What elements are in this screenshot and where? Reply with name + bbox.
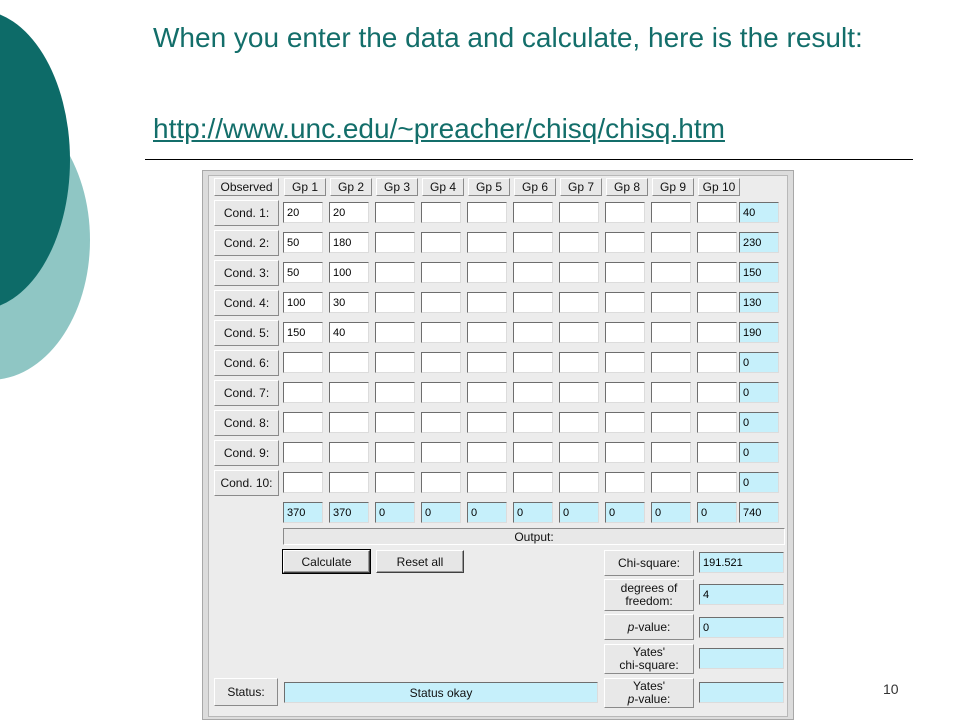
p-value-label-italic: p: [627, 619, 635, 634]
yates-p-label-line1: Yates': [632, 679, 666, 693]
column-total-9[interactable]: 0: [651, 502, 691, 523]
observed-cell[interactable]: [651, 202, 691, 223]
condition-label-8: Cond. 8:: [214, 410, 279, 436]
observed-cell[interactable]: [651, 232, 691, 253]
observed-cell[interactable]: [283, 352, 323, 373]
observed-cell[interactable]: [605, 292, 645, 313]
observed-cell[interactable]: [651, 382, 691, 403]
observed-cell[interactable]: [697, 232, 737, 253]
observed-cell[interactable]: [651, 442, 691, 463]
condition-label-7: Cond. 7:: [214, 380, 279, 406]
observed-cell[interactable]: [467, 472, 507, 493]
observed-cell[interactable]: [651, 322, 691, 343]
condition-label-5: Cond. 5:: [214, 320, 279, 346]
chi-square-field[interactable]: 191.521: [699, 552, 784, 573]
row-total-1[interactable]: 40: [739, 202, 779, 223]
yates-chi-square-label: [604, 644, 694, 674]
df-label: [604, 579, 694, 611]
condition-label-3: Cond. 3:: [214, 260, 279, 286]
row-total-6[interactable]: 0: [739, 352, 779, 373]
observed-cell[interactable]: [467, 292, 507, 313]
yates-chi-label-line2: chi-square:: [619, 658, 679, 672]
observed-cell[interactable]: [697, 412, 737, 433]
observed-cell[interactable]: [513, 232, 553, 253]
observed-cell[interactable]: 100: [283, 292, 323, 313]
p-value-label: [604, 614, 694, 640]
observed-cell[interactable]: [467, 262, 507, 283]
observed-cell[interactable]: [375, 412, 415, 433]
observed-cell[interactable]: [375, 232, 415, 253]
observed-cell[interactable]: [467, 352, 507, 373]
observed-cell[interactable]: [513, 352, 553, 373]
observed-cell[interactable]: [697, 382, 737, 403]
observed-cell[interactable]: [697, 262, 737, 283]
observed-cell[interactable]: [651, 352, 691, 373]
observed-cell[interactable]: [375, 442, 415, 463]
observed-cell[interactable]: [283, 382, 323, 403]
row-total-10[interactable]: 0: [739, 472, 779, 493]
group-header-2: Gp 2: [330, 178, 372, 196]
column-total-3[interactable]: 0: [375, 502, 415, 523]
chi-square-label: Chi-square:: [604, 550, 694, 576]
observed-cell[interactable]: [559, 262, 599, 283]
observed-cell[interactable]: [329, 442, 369, 463]
observed-cell[interactable]: [421, 262, 461, 283]
observed-cell[interactable]: [605, 472, 645, 493]
observed-cell[interactable]: [605, 382, 645, 403]
column-total-6[interactable]: 0: [513, 502, 553, 523]
observed-cell[interactable]: 40: [329, 322, 369, 343]
calculator-frame: [208, 175, 788, 717]
row-total-3[interactable]: 150: [739, 262, 779, 283]
group-header-4: Gp 4: [422, 178, 464, 196]
condition-label-10: Cond. 10:: [214, 470, 279, 496]
observed-cell[interactable]: [421, 352, 461, 373]
reset-all-button[interactable]: Reset all: [376, 550, 464, 573]
observed-cell[interactable]: [421, 202, 461, 223]
observed-cell[interactable]: [513, 202, 553, 223]
observed-cell[interactable]: [697, 322, 737, 343]
observed-cell[interactable]: [559, 472, 599, 493]
observed-cell[interactable]: [697, 292, 737, 313]
observed-cell[interactable]: [559, 292, 599, 313]
yates-p-label-italic: p: [627, 692, 635, 706]
observed-cell[interactable]: [329, 472, 369, 493]
observed-cell[interactable]: [329, 352, 369, 373]
title-divider: [145, 159, 913, 160]
observed-cell[interactable]: 150: [283, 322, 323, 343]
observed-cell[interactable]: 100: [329, 262, 369, 283]
df-field[interactable]: 4: [699, 584, 784, 605]
observed-cell[interactable]: [559, 202, 599, 223]
column-total-5[interactable]: 0: [467, 502, 507, 523]
row-total-9[interactable]: 0: [739, 442, 779, 463]
observed-cell[interactable]: 50: [283, 232, 323, 253]
condition-label-4: Cond. 4:: [214, 290, 279, 316]
observed-cell[interactable]: 30: [329, 292, 369, 313]
observed-cell[interactable]: [559, 322, 599, 343]
observed-cell[interactable]: [283, 442, 323, 463]
observed-cell[interactable]: 180: [329, 232, 369, 253]
observed-cell[interactable]: [513, 292, 553, 313]
group-header-1: Gp 1: [284, 178, 326, 196]
group-header-7: Gp 7: [560, 178, 602, 196]
condition-label-9: Cond. 9:: [214, 440, 279, 466]
observed-cell[interactable]: [283, 412, 323, 433]
observed-cell[interactable]: [513, 262, 553, 283]
observed-cell[interactable]: [467, 442, 507, 463]
observed-cell[interactable]: [651, 412, 691, 433]
observed-cell[interactable]: [513, 322, 553, 343]
group-header-9: Gp 9: [652, 178, 694, 196]
observed-cell[interactable]: [559, 412, 599, 433]
group-header-6: Gp 6: [514, 178, 556, 196]
df-label-line2: freedom:: [625, 594, 673, 608]
p-value-label-rest: -value:: [634, 619, 671, 634]
group-header-10: Gp 10: [698, 178, 740, 196]
observed-cell[interactable]: [559, 382, 599, 403]
observed-cell[interactable]: [513, 472, 553, 493]
group-header-5: Gp 5: [468, 178, 510, 196]
observed-cell[interactable]: 50: [283, 262, 323, 283]
observed-cell[interactable]: [467, 382, 507, 403]
observed-cell[interactable]: [421, 412, 461, 433]
observed-cell[interactable]: 20: [329, 202, 369, 223]
observed-cell[interactable]: [421, 382, 461, 403]
chi-square-calculator: [202, 170, 794, 720]
observed-cell[interactable]: [605, 232, 645, 253]
slide-title: When you enter the data and calculate, here is the result:: [153, 22, 863, 53]
group-header-3: Gp 3: [376, 178, 418, 196]
observed-cell[interactable]: [651, 262, 691, 283]
row-total-8[interactable]: 0: [739, 412, 779, 433]
column-total-2[interactable]: 370: [329, 502, 369, 523]
observed-cell[interactable]: [559, 232, 599, 253]
condition-label-2: Cond. 2:: [214, 230, 279, 256]
row-total-5[interactable]: 190: [739, 322, 779, 343]
group-header-8: Gp 8: [606, 178, 648, 196]
observed-cell[interactable]: [421, 232, 461, 253]
output-label: Output:: [283, 528, 785, 545]
observed-cell[interactable]: [513, 442, 553, 463]
column-total-7[interactable]: 0: [559, 502, 599, 523]
observed-cell[interactable]: [283, 472, 323, 493]
observed-cell[interactable]: [697, 472, 737, 493]
column-total-10[interactable]: 0: [697, 502, 737, 523]
column-total-1[interactable]: 370: [283, 502, 323, 523]
observed-cell[interactable]: [605, 412, 645, 433]
observed-cell[interactable]: [375, 322, 415, 343]
calculate-button[interactable]: Calculate: [283, 550, 370, 573]
observed-cell[interactable]: [697, 442, 737, 463]
row-total-7[interactable]: 0: [739, 382, 779, 403]
observed-cell[interactable]: [605, 262, 645, 283]
p-value-field[interactable]: 0: [699, 617, 784, 638]
observed-cell[interactable]: [697, 352, 737, 373]
row-total-2[interactable]: 230: [739, 232, 779, 253]
observed-cell[interactable]: [605, 202, 645, 223]
condition-label-1: Cond. 1:: [214, 200, 279, 226]
observed-cell[interactable]: [651, 292, 691, 313]
yates-p-label-line2: [628, 693, 671, 706]
observed-cell[interactable]: [651, 472, 691, 493]
observed-cell[interactable]: [559, 442, 599, 463]
observed-cell[interactable]: [421, 322, 461, 343]
yates-p-label-rest: -value:: [634, 692, 671, 706]
calculator-link[interactable]: http://www.unc.edu/~preacher/chisq/chisq.htm: [153, 113, 725, 144]
observed-cell[interactable]: [375, 352, 415, 373]
observed-cell[interactable]: [375, 382, 415, 403]
observed-cell[interactable]: [421, 442, 461, 463]
df-label-line1: degrees of: [620, 581, 678, 595]
column-total-4[interactable]: 0: [421, 502, 461, 523]
observed-cell[interactable]: [421, 292, 461, 313]
observed-cell[interactable]: [329, 382, 369, 403]
observed-cell[interactable]: [375, 262, 415, 283]
observed-cell[interactable]: [329, 412, 369, 433]
observed-cell[interactable]: [467, 202, 507, 223]
observed-cell[interactable]: [375, 472, 415, 493]
observed-cell[interactable]: [559, 352, 599, 373]
observed-cell[interactable]: 20: [283, 202, 323, 223]
observed-cell[interactable]: [513, 412, 553, 433]
observed-cell[interactable]: [467, 412, 507, 433]
row-total-4[interactable]: 130: [739, 292, 779, 313]
observed-cell[interactable]: [605, 352, 645, 373]
observed-cell[interactable]: [513, 382, 553, 403]
grand-total[interactable]: 740: [739, 502, 779, 523]
observed-header: Observed: [214, 178, 279, 196]
column-total-8[interactable]: 0: [605, 502, 645, 523]
observed-cell[interactable]: [467, 232, 507, 253]
yates-chi-label-line1: Yates': [632, 645, 666, 659]
status-field: Status okay: [284, 682, 598, 703]
yates-p-value-label: [604, 678, 694, 708]
observed-cell[interactable]: [697, 202, 737, 223]
observed-cell[interactable]: [605, 442, 645, 463]
observed-cell[interactable]: [375, 202, 415, 223]
condition-label-6: Cond. 6:: [214, 350, 279, 376]
observed-cell[interactable]: [421, 472, 461, 493]
observed-cell[interactable]: [605, 322, 645, 343]
observed-cell[interactable]: [375, 292, 415, 313]
observed-cell[interactable]: [467, 322, 507, 343]
yates-chi-square-field[interactable]: [699, 648, 784, 669]
yates-p-value-field[interactable]: [699, 682, 784, 703]
status-label: Status:: [214, 678, 278, 706]
page-number: 10: [883, 681, 899, 697]
